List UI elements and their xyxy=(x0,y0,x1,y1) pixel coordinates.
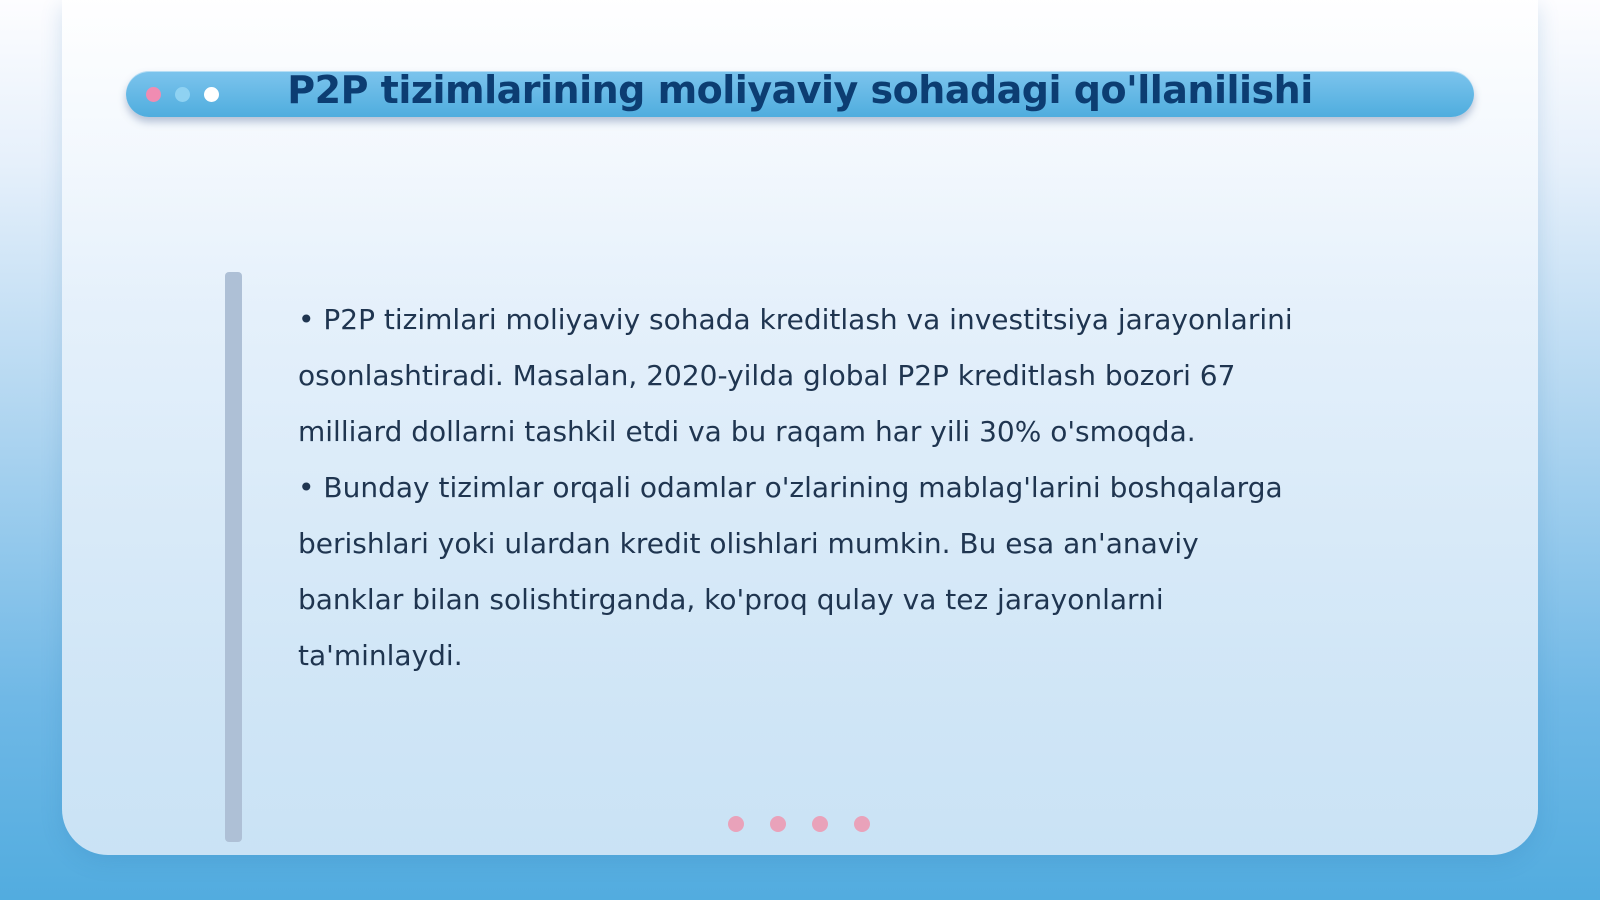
pagination-dot[interactable] xyxy=(770,816,786,832)
left-accent-rule xyxy=(225,272,242,842)
slide-body xyxy=(298,292,1308,684)
title-bar xyxy=(126,68,1474,117)
bullet-paragraph-1: • P2P tizimlari moliyaviy sohada kreditlash va investitsiya jarayonlarini osonlashtiradi. Masalan, 2020-yilda global P2P kreditlash bozori 67 milliard dollarni tashkil etdi va bu raqam har yili 30% o'smoqda. xyxy=(298,303,1293,448)
pagination-dot[interactable] xyxy=(812,816,828,832)
slide-title: P2P tizimlarining moliyaviy sohadagi qo'llanilishi xyxy=(287,68,1313,112)
pagination-dot[interactable] xyxy=(854,816,870,832)
bullet-paragraph-2: • Bunday tizimlar orqali odamlar o'zlarining mablag'larini boshqalarga berishlari yoki ulardan kredit olishlari mumkin. Bu esa an'anaviy banklar bilan solishtirganda, ko'proq qulay va tez jarayonlarni ta'minlaydi. xyxy=(298,471,1283,672)
pagination-dot[interactable] xyxy=(728,816,744,832)
